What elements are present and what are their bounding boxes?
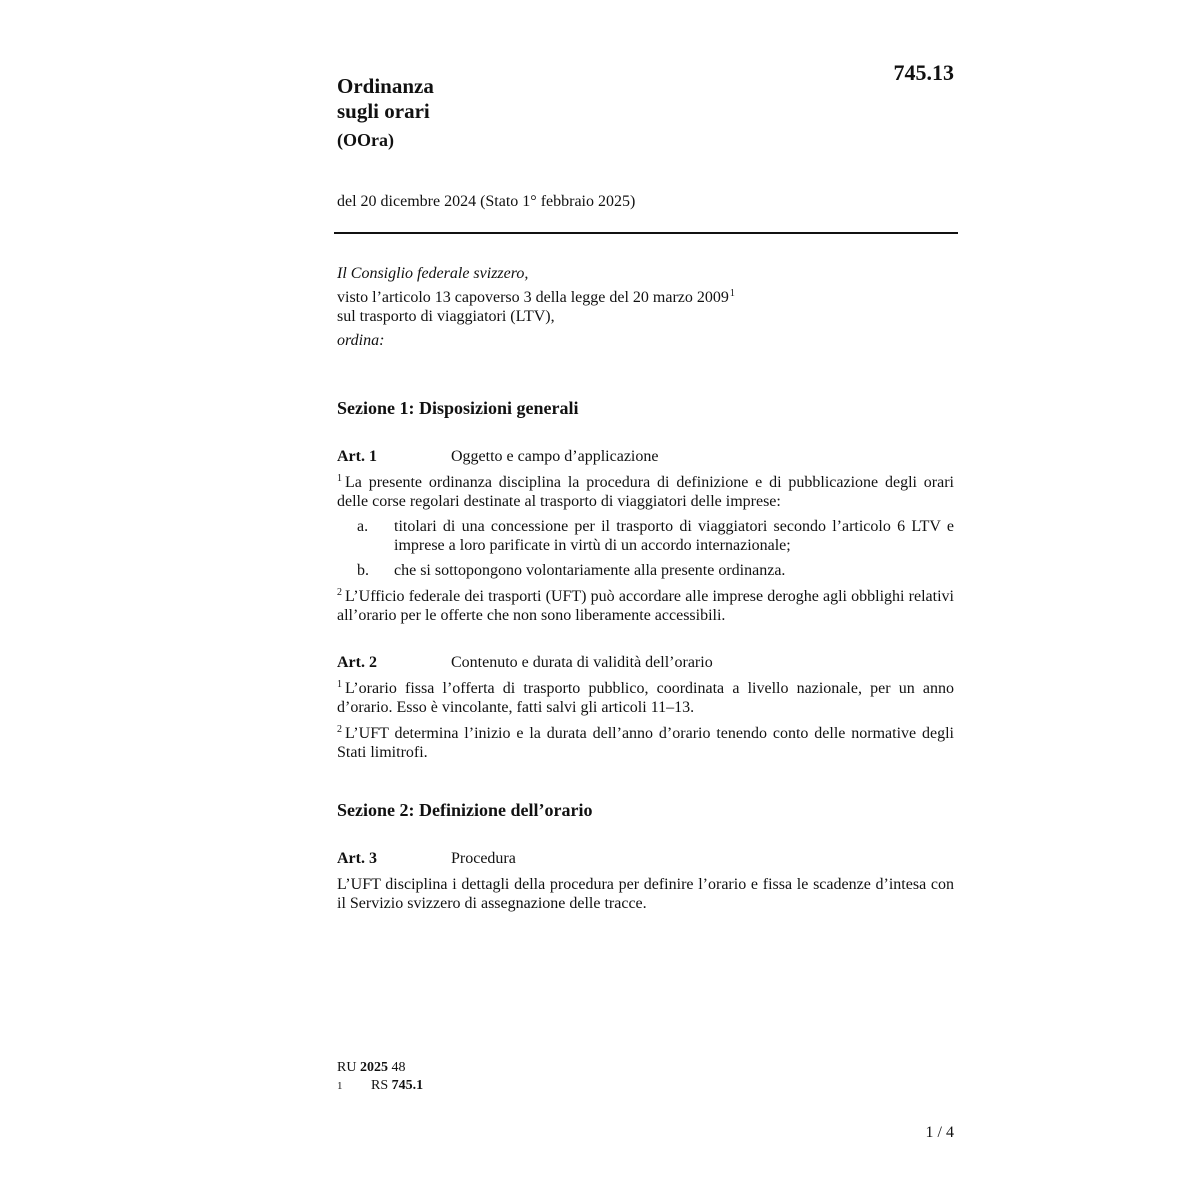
list-text: titolari di una concessione per il trasporto di viaggiatori secondo l’articolo 6 LTV e imprese a loro parificate in virtù di un accordo internazionale;	[394, 518, 954, 554]
list-letter: a.	[357, 518, 369, 535]
preamble-basis	[337, 288, 957, 326]
header-divider	[334, 232, 958, 234]
list-letter: b.	[357, 562, 369, 579]
page-number: 1 / 4	[925, 1124, 954, 1141]
article	[337, 849, 954, 913]
ru-year: 2025	[359, 1060, 388, 1075]
official-compilation-ref	[337, 1059, 423, 1077]
article-title: Oggetto e campo d’applicazione	[451, 448, 659, 465]
title-line-1: Ordinanza	[337, 74, 434, 98]
paragraph	[337, 587, 954, 625]
preamble-authority: Il Consiglio federale svizzero,	[337, 265, 529, 282]
footnote	[337, 1077, 423, 1095]
list-item	[337, 561, 954, 580]
article-number: Art. 3	[337, 850, 377, 867]
article	[337, 447, 954, 625]
preamble-basis-line2: sul trasporto di viaggiatori (LTV),	[337, 308, 555, 325]
paragraph-text: L’orario fissa l’offerta di trasporto pubblico, coordinata a livello nazionale, per un anno d’orario. Esso è vincolante, fatti salvi gli articoli 11–13.	[337, 680, 954, 716]
footnote-mark: 1	[337, 1080, 343, 1092]
article-heading	[337, 849, 954, 868]
document-date: del 20 dicembre 2024 (Stato 1° febbraio 2025)	[337, 193, 636, 210]
article-heading	[337, 653, 954, 672]
paragraph	[337, 473, 954, 511]
preamble	[337, 264, 957, 350]
article-number: Art. 1	[337, 448, 377, 465]
article-number: Art. 2	[337, 654, 377, 671]
preamble-decrees: ordina:	[337, 332, 385, 349]
paragraph-text: L’UFT disciplina i dettagli della procedura per definire l’orario e fissa le scadenze d’intesa con il Servizio svizzero di assegnazione delle tracce.	[337, 876, 954, 912]
preamble-basis-line1: visto l’articolo 13 capoverso 3 della legge del 20 marzo 2009	[337, 289, 729, 306]
list-item	[337, 517, 954, 555]
section-title: Sezione 2: Definizione dell’orario	[337, 800, 593, 820]
title-line-2: sugli orari	[337, 99, 430, 123]
document-body	[337, 397, 954, 913]
article-heading	[337, 447, 954, 466]
letter-list	[337, 517, 954, 580]
section-title: Sezione 1: Disposizioni generali	[337, 398, 579, 418]
footnote-link[interactable]: 745.1	[391, 1078, 424, 1093]
document-abbreviation: (OOra)	[337, 130, 394, 150]
sr-number: 745.13	[893, 60, 954, 85]
paragraph-number: 1	[337, 473, 342, 484]
article-title: Procedura	[451, 850, 516, 867]
paragraph-number: 2	[337, 587, 342, 598]
paragraph-text: L’UFT determina l’inizio e la durata dell’anno d’orario tenendo conto delle normative degli Stati limitrofi.	[337, 725, 954, 761]
paragraph	[337, 724, 954, 762]
ru-prefix: RU	[337, 1060, 360, 1075]
paragraph-text: La presente ordinanza disciplina la procedura di definizione e di pubblicazione degli orari delle corse regolari destinate al trasporto di viaggiatori delle imprese:	[337, 474, 954, 510]
paragraph-text: L’Ufficio federale dei trasporti (UFT) può accordare alle imprese deroghe agli obblighi relativi all’orario per le offerte che non sono liberamente accessibili.	[337, 588, 954, 624]
footnote-reference[interactable]: 1	[729, 288, 735, 299]
article	[337, 653, 954, 762]
ru-page: 48	[387, 1060, 406, 1075]
list-text: che si sottopongono volontariamente alla presente ordinanza.	[394, 562, 786, 579]
article-title: Contenuto e durata di validità dell’orario	[451, 654, 713, 671]
paragraph-number: 2	[337, 724, 342, 735]
paragraph	[337, 679, 954, 717]
footnotes	[337, 1059, 423, 1095]
document-title	[337, 74, 434, 124]
paragraph-number: 1	[337, 679, 342, 690]
footnote-prefix: RS	[371, 1078, 392, 1093]
